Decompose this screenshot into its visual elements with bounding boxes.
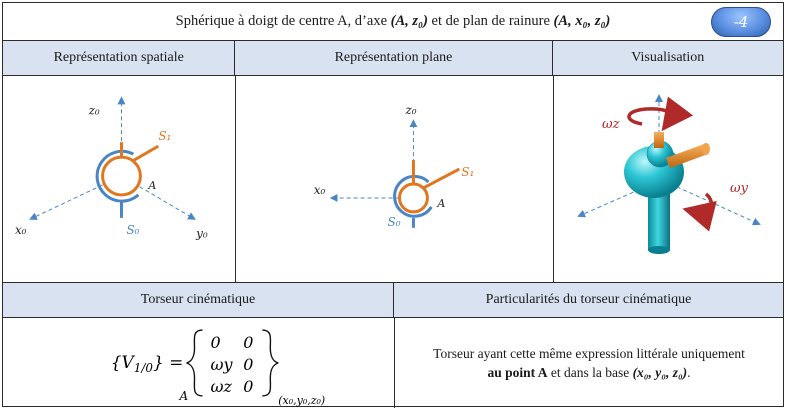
s1-label: S₁ <box>461 164 475 179</box>
x-axis-label: x₀ <box>313 182 326 197</box>
s1-finger <box>654 132 664 148</box>
center-label: A <box>148 178 157 192</box>
title-bar <box>3 3 783 41</box>
header-plane: Représentation plane <box>235 41 552 75</box>
x-axis-label: x₀ <box>14 222 27 237</box>
spatial-diagram <box>3 76 235 283</box>
matrix-cell: ωy <box>210 354 233 374</box>
particularites-end: . <box>687 365 691 380</box>
matrix-cell: ωz <box>210 376 232 396</box>
left-brace <box>187 330 203 396</box>
s0-shaft-end <box>648 246 670 254</box>
visualisation <box>554 76 785 282</box>
particularites-line-2 <box>433 363 745 382</box>
torseur-point: A <box>179 388 189 403</box>
matrix-cell: 0 <box>243 333 254 353</box>
title-axis: (A, z₀) <box>390 13 428 29</box>
s1-arm <box>132 146 158 161</box>
s1-ball <box>103 157 141 195</box>
s1-ball <box>399 183 427 211</box>
formula-row <box>3 318 783 408</box>
header-torseur: Torseur cinématique <box>3 283 394 317</box>
s1-label: S₁ <box>158 128 172 143</box>
matrix-cell: 0 <box>243 354 254 374</box>
spatial-representation <box>3 76 236 282</box>
matrix-cell: 0 <box>243 376 254 396</box>
torseur-base: (x₀,y₀,z₀) <box>278 393 326 407</box>
right-brace <box>262 330 278 396</box>
title-plane: (A, x₀, z₀) <box>553 13 611 29</box>
z-axis-label: z₀ <box>405 102 417 117</box>
page-title <box>176 13 611 30</box>
liaison-number-badge: -4 <box>711 7 771 37</box>
title-prefix: Sphérique à doigt de centre A, d’axe <box>175 13 391 29</box>
particularites-cell <box>395 318 783 408</box>
plane-representation <box>236 76 554 282</box>
particularites-rest: et dans la base <box>547 365 633 380</box>
torseur-matrix <box>210 333 253 396</box>
liaison-sheet <box>2 2 784 407</box>
matrix-cell: 0 <box>210 333 221 353</box>
s1-arm <box>666 144 708 168</box>
omega-y-label: ωy <box>730 180 748 196</box>
plane-diagram <box>236 76 553 283</box>
omega-z-arrow <box>629 108 672 123</box>
omega-z-label: ωz <box>602 116 620 132</box>
particularites-point: au point A <box>487 365 548 380</box>
header-spatial: Représentation spatiale <box>3 41 235 75</box>
particularites-line-1: Torseur ayant cette même expression littérale uniquement <box>433 346 745 361</box>
center-label: A <box>437 196 446 210</box>
torseur-expression <box>3 318 394 408</box>
section-headers <box>3 41 783 76</box>
torseur-lhs: $\{V_{1/0}\}$ = <box>110 351 184 375</box>
lower-headers <box>3 283 783 318</box>
particularites-base: (x₀, y₀, z₀) <box>632 365 688 380</box>
visual-3d <box>554 76 785 283</box>
z-axis-label: z₀ <box>88 102 100 117</box>
s1-arm <box>423 169 459 188</box>
s0-label: S₀ <box>126 222 140 237</box>
title-middle: et de plan de rainure <box>427 13 554 29</box>
particularites-text <box>433 344 745 382</box>
header-particularites: Particularités du torseur cinématique <box>394 283 783 317</box>
s0-label: S₀ <box>387 214 401 229</box>
s1-arm-end <box>702 143 710 155</box>
diagram-row <box>3 76 783 283</box>
torseur-formula <box>3 318 395 408</box>
header-visual: Visualisation <box>553 41 783 75</box>
y-axis-label: y₀ <box>196 226 208 241</box>
